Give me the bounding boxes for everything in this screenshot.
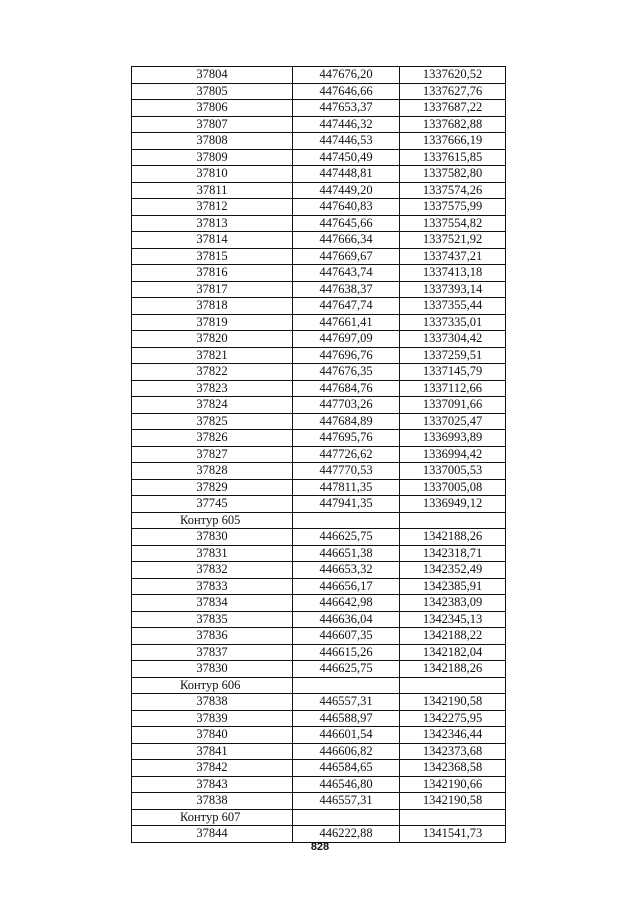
table-row bbox=[132, 397, 506, 414]
point-number-cell: 37815 bbox=[132, 248, 293, 265]
table-row bbox=[132, 793, 506, 810]
point-number-cell: 37812 bbox=[132, 199, 293, 216]
table-row bbox=[132, 776, 506, 793]
x-coordinate-cell: 447684,89 bbox=[293, 413, 400, 430]
y-coordinate-cell: 1337627,76 bbox=[400, 83, 506, 100]
table-row bbox=[132, 628, 506, 645]
x-coordinate-cell: 446584,65 bbox=[293, 760, 400, 777]
x-coordinate-cell: 447697,09 bbox=[293, 331, 400, 348]
point-number-cell: 37820 bbox=[132, 331, 293, 348]
point-number-cell: 37810 bbox=[132, 166, 293, 183]
x-coordinate-cell: 447653,37 bbox=[293, 100, 400, 117]
y-coordinate-cell: 1337393,14 bbox=[400, 281, 506, 298]
empty-cell bbox=[400, 677, 506, 694]
y-coordinate-cell: 1337554,82 bbox=[400, 215, 506, 232]
table-row bbox=[132, 215, 506, 232]
coordinates-table bbox=[131, 66, 506, 843]
x-coordinate-cell: 446651,38 bbox=[293, 545, 400, 562]
y-coordinate-cell: 1337521,92 bbox=[400, 232, 506, 249]
point-number-cell: 37844 bbox=[132, 826, 293, 843]
x-coordinate-cell: 447449,20 bbox=[293, 182, 400, 199]
point-number-cell: 37826 bbox=[132, 430, 293, 447]
point-number-cell: 37838 bbox=[132, 694, 293, 711]
y-coordinate-cell: 1342318,71 bbox=[400, 545, 506, 562]
y-coordinate-cell: 1337145,79 bbox=[400, 364, 506, 381]
point-number-cell: 37836 bbox=[132, 628, 293, 645]
x-coordinate-cell: 447696,76 bbox=[293, 347, 400, 364]
point-number-cell: 37823 bbox=[132, 380, 293, 397]
point-number-cell: 37813 bbox=[132, 215, 293, 232]
table-row bbox=[132, 265, 506, 282]
table-row bbox=[132, 133, 506, 150]
empty-cell bbox=[293, 809, 400, 826]
point-number-cell: 37835 bbox=[132, 611, 293, 628]
x-coordinate-cell: 446625,75 bbox=[293, 529, 400, 546]
table-row bbox=[132, 232, 506, 249]
y-coordinate-cell: 1342190,58 bbox=[400, 793, 506, 810]
point-number-cell: 37837 bbox=[132, 644, 293, 661]
x-coordinate-cell: 446557,31 bbox=[293, 694, 400, 711]
table-row bbox=[132, 479, 506, 496]
point-number-cell: 37838 bbox=[132, 793, 293, 810]
x-coordinate-cell: 447645,66 bbox=[293, 215, 400, 232]
table-row bbox=[132, 727, 506, 744]
x-coordinate-cell: 447647,74 bbox=[293, 298, 400, 315]
x-coordinate-cell: 446625,75 bbox=[293, 661, 400, 678]
y-coordinate-cell: 1341541,73 bbox=[400, 826, 506, 843]
y-coordinate-cell: 1337091,66 bbox=[400, 397, 506, 414]
y-coordinate-cell: 1337005,08 bbox=[400, 479, 506, 496]
contour-header-row bbox=[132, 809, 506, 826]
coordinates-table-body bbox=[132, 67, 506, 843]
point-number-cell: 37809 bbox=[132, 149, 293, 166]
point-number-cell: 37807 bbox=[132, 116, 293, 133]
y-coordinate-cell: 1342182,04 bbox=[400, 644, 506, 661]
point-number-cell: 37827 bbox=[132, 446, 293, 463]
x-coordinate-cell: 447695,76 bbox=[293, 430, 400, 447]
table-row bbox=[132, 281, 506, 298]
y-coordinate-cell: 1336993,89 bbox=[400, 430, 506, 447]
point-number-cell: 37831 bbox=[132, 545, 293, 562]
x-coordinate-cell: 447941,35 bbox=[293, 496, 400, 513]
point-number-cell: 37839 bbox=[132, 710, 293, 727]
table-row bbox=[132, 182, 506, 199]
point-number-cell: 37806 bbox=[132, 100, 293, 117]
page-number: 828 bbox=[310, 841, 330, 853]
y-coordinate-cell: 1337666,19 bbox=[400, 133, 506, 150]
x-coordinate-cell: 447666,34 bbox=[293, 232, 400, 249]
point-number-cell: 37843 bbox=[132, 776, 293, 793]
x-coordinate-cell: 447811,35 bbox=[293, 479, 400, 496]
table-row bbox=[132, 364, 506, 381]
point-number-cell: 37833 bbox=[132, 578, 293, 595]
point-number-cell: 37822 bbox=[132, 364, 293, 381]
y-coordinate-cell: 1337615,85 bbox=[400, 149, 506, 166]
table-row bbox=[132, 413, 506, 430]
point-number-cell: 37828 bbox=[132, 463, 293, 480]
x-coordinate-cell: 446653,32 bbox=[293, 562, 400, 579]
x-coordinate-cell: 447669,67 bbox=[293, 248, 400, 265]
y-coordinate-cell: 1342346,44 bbox=[400, 727, 506, 744]
y-coordinate-cell: 1337335,01 bbox=[400, 314, 506, 331]
point-number-cell: 37808 bbox=[132, 133, 293, 150]
point-number-cell: 37830 bbox=[132, 529, 293, 546]
y-coordinate-cell: 1337574,26 bbox=[400, 182, 506, 199]
y-coordinate-cell: 1342190,66 bbox=[400, 776, 506, 793]
x-coordinate-cell: 447646,66 bbox=[293, 83, 400, 100]
table-row bbox=[132, 83, 506, 100]
table-row bbox=[132, 463, 506, 480]
contour-label: Контур 607 bbox=[132, 809, 293, 826]
point-number-cell: 37840 bbox=[132, 727, 293, 744]
y-coordinate-cell: 1337620,52 bbox=[400, 67, 506, 84]
x-coordinate-cell: 447448,81 bbox=[293, 166, 400, 183]
x-coordinate-cell: 447676,20 bbox=[293, 67, 400, 84]
table-row bbox=[132, 67, 506, 84]
table-row bbox=[132, 661, 506, 678]
point-number-cell: 37811 bbox=[132, 182, 293, 199]
table-row bbox=[132, 710, 506, 727]
y-coordinate-cell: 1337413,18 bbox=[400, 265, 506, 282]
point-number-cell: 37834 bbox=[132, 595, 293, 612]
x-coordinate-cell: 447676,35 bbox=[293, 364, 400, 381]
point-number-cell: 37819 bbox=[132, 314, 293, 331]
table-row bbox=[132, 529, 506, 546]
table-row bbox=[132, 826, 506, 843]
y-coordinate-cell: 1337259,51 bbox=[400, 347, 506, 364]
table-row bbox=[132, 743, 506, 760]
point-number-cell: 37829 bbox=[132, 479, 293, 496]
y-coordinate-cell: 1337682,88 bbox=[400, 116, 506, 133]
table-row bbox=[132, 446, 506, 463]
point-number-cell: 37818 bbox=[132, 298, 293, 315]
y-coordinate-cell: 1342188,26 bbox=[400, 529, 506, 546]
point-number-cell: 37816 bbox=[132, 265, 293, 282]
table-row bbox=[132, 166, 506, 183]
y-coordinate-cell: 1336994,42 bbox=[400, 446, 506, 463]
x-coordinate-cell: 446601,54 bbox=[293, 727, 400, 744]
table-row bbox=[132, 380, 506, 397]
y-coordinate-cell: 1337437,21 bbox=[400, 248, 506, 265]
y-coordinate-cell: 1342188,22 bbox=[400, 628, 506, 645]
y-coordinate-cell: 1342345,13 bbox=[400, 611, 506, 628]
y-coordinate-cell: 1336949,12 bbox=[400, 496, 506, 513]
point-number-cell: 37821 bbox=[132, 347, 293, 364]
table-row bbox=[132, 694, 506, 711]
table-row bbox=[132, 562, 506, 579]
x-coordinate-cell: 446557,31 bbox=[293, 793, 400, 810]
x-coordinate-cell: 447726,62 bbox=[293, 446, 400, 463]
x-coordinate-cell: 447450,49 bbox=[293, 149, 400, 166]
x-coordinate-cell: 447446,53 bbox=[293, 133, 400, 150]
table-row bbox=[132, 116, 506, 133]
x-coordinate-cell: 446656,17 bbox=[293, 578, 400, 595]
y-coordinate-cell: 1342188,26 bbox=[400, 661, 506, 678]
y-coordinate-cell: 1337112,66 bbox=[400, 380, 506, 397]
table-row bbox=[132, 496, 506, 513]
point-number-cell: 37745 bbox=[132, 496, 293, 513]
table-row bbox=[132, 331, 506, 348]
x-coordinate-cell: 446222,88 bbox=[293, 826, 400, 843]
x-coordinate-cell: 446606,82 bbox=[293, 743, 400, 760]
y-coordinate-cell: 1337025,47 bbox=[400, 413, 506, 430]
empty-cell bbox=[400, 809, 506, 826]
point-number-cell: 37825 bbox=[132, 413, 293, 430]
x-coordinate-cell: 446546,80 bbox=[293, 776, 400, 793]
y-coordinate-cell: 1337304,42 bbox=[400, 331, 506, 348]
x-coordinate-cell: 446607,35 bbox=[293, 628, 400, 645]
x-coordinate-cell: 446588,97 bbox=[293, 710, 400, 727]
point-number-cell: 37804 bbox=[132, 67, 293, 84]
x-coordinate-cell: 446615,26 bbox=[293, 644, 400, 661]
y-coordinate-cell: 1342368,58 bbox=[400, 760, 506, 777]
table-row bbox=[132, 578, 506, 595]
y-coordinate-cell: 1337582,80 bbox=[400, 166, 506, 183]
table-row bbox=[132, 347, 506, 364]
table-row bbox=[132, 298, 506, 315]
x-coordinate-cell: 447684,76 bbox=[293, 380, 400, 397]
empty-cell bbox=[400, 512, 506, 529]
y-coordinate-cell: 1342385,91 bbox=[400, 578, 506, 595]
y-coordinate-cell: 1342190,58 bbox=[400, 694, 506, 711]
table-row bbox=[132, 545, 506, 562]
table-row bbox=[132, 149, 506, 166]
y-coordinate-cell: 1342373,68 bbox=[400, 743, 506, 760]
empty-cell bbox=[293, 677, 400, 694]
x-coordinate-cell: 446642,98 bbox=[293, 595, 400, 612]
table-row bbox=[132, 199, 506, 216]
x-coordinate-cell: 447638,37 bbox=[293, 281, 400, 298]
y-coordinate-cell: 1337575,99 bbox=[400, 199, 506, 216]
y-coordinate-cell: 1337005,53 bbox=[400, 463, 506, 480]
y-coordinate-cell: 1337355,44 bbox=[400, 298, 506, 315]
table-row bbox=[132, 760, 506, 777]
y-coordinate-cell: 1342275,95 bbox=[400, 710, 506, 727]
point-number-cell: 37814 bbox=[132, 232, 293, 249]
table-row bbox=[132, 430, 506, 447]
point-number-cell: 37841 bbox=[132, 743, 293, 760]
point-number-cell: 37842 bbox=[132, 760, 293, 777]
x-coordinate-cell: 447643,74 bbox=[293, 265, 400, 282]
point-number-cell: 37832 bbox=[132, 562, 293, 579]
contour-label: Контур 605 bbox=[132, 512, 293, 529]
y-coordinate-cell: 1337687,22 bbox=[400, 100, 506, 117]
x-coordinate-cell: 447661,41 bbox=[293, 314, 400, 331]
x-coordinate-cell: 447446,32 bbox=[293, 116, 400, 133]
table-row bbox=[132, 595, 506, 612]
x-coordinate-cell: 446636,04 bbox=[293, 611, 400, 628]
empty-cell bbox=[293, 512, 400, 529]
point-number-cell: 37817 bbox=[132, 281, 293, 298]
x-coordinate-cell: 447703,26 bbox=[293, 397, 400, 414]
x-coordinate-cell: 447640,83 bbox=[293, 199, 400, 216]
table-row bbox=[132, 248, 506, 265]
contour-label: Контур 606 bbox=[132, 677, 293, 694]
point-number-cell: 37830 bbox=[132, 661, 293, 678]
table-row bbox=[132, 611, 506, 628]
contour-header-row bbox=[132, 512, 506, 529]
point-number-cell: 37824 bbox=[132, 397, 293, 414]
table-row bbox=[132, 314, 506, 331]
table-row bbox=[132, 644, 506, 661]
point-number-cell: 37805 bbox=[132, 83, 293, 100]
table-row bbox=[132, 100, 506, 117]
x-coordinate-cell: 447770,53 bbox=[293, 463, 400, 480]
y-coordinate-cell: 1342383,09 bbox=[400, 595, 506, 612]
y-coordinate-cell: 1342352,49 bbox=[400, 562, 506, 579]
contour-header-row bbox=[132, 677, 506, 694]
